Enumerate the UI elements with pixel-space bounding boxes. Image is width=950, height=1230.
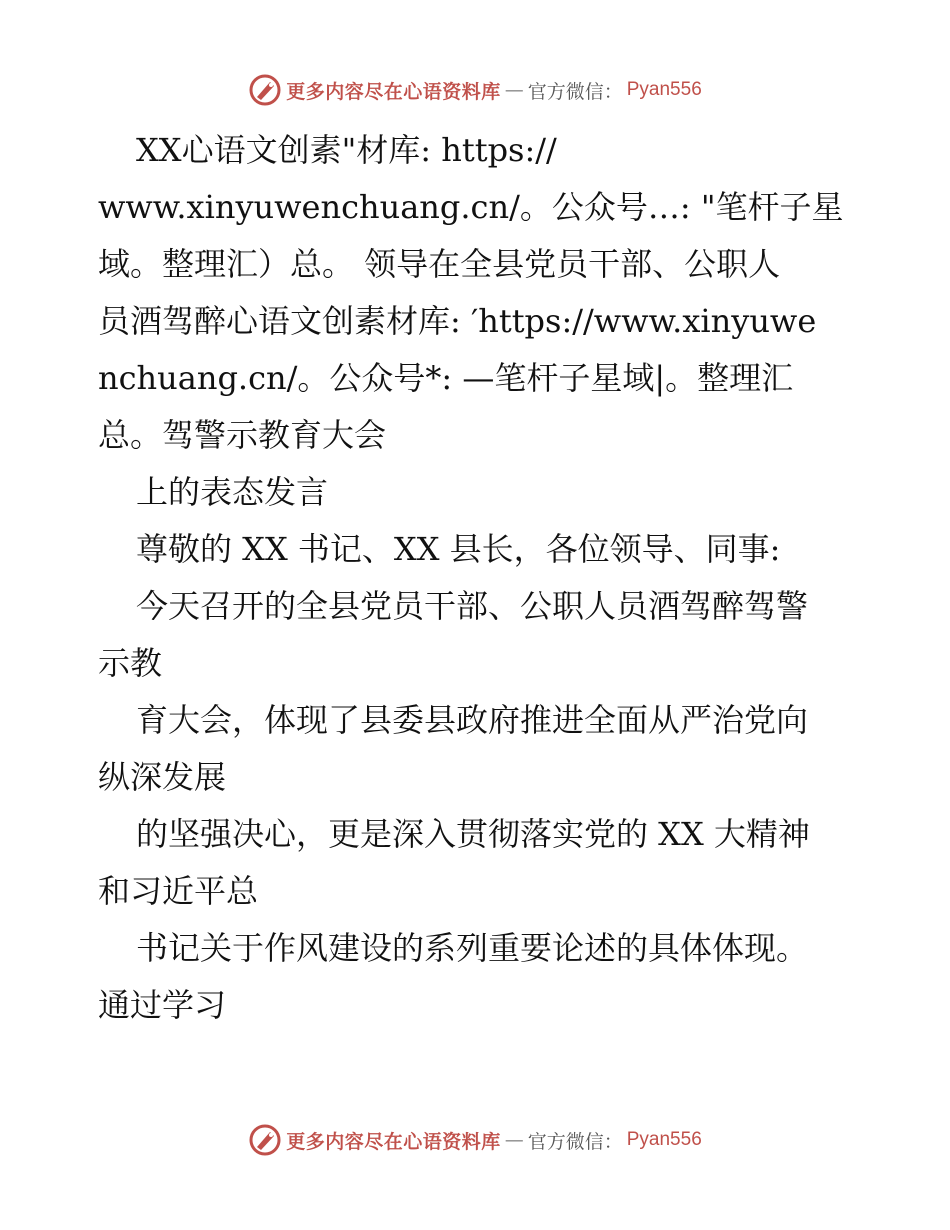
body-line: 通过学习 [98,986,227,1024]
banner-separator: — [504,79,524,101]
banner-official-label: 官方微信： [527,80,623,103]
body-line: 员酒驾醉心语文创素材库: ′https://www.xinyuwe [98,302,817,340]
banner-separator: — [504,1129,524,1151]
header-banner-inner [248,73,702,107]
body-line: 上的表态发言 [136,473,329,511]
body-line: 域。整理汇）总。 领导在全县党员干部、公职人 [98,245,781,283]
body-line: 的坚强决心，更是深入贯彻落实党的 XX 大精神 [136,815,810,853]
body-line: 尊敬的 XX 书记、XX 县长，各位领导、同事: [136,530,781,568]
body-line: 育大会，体现了县委县政府推进全面从严治党向 [136,701,809,739]
body-line: nchuang.cn/。公众号*: —笔杆子星域|。整理汇 [98,359,794,397]
body-line: 和习近平总 [98,872,259,910]
banner-title: 更多内容尽在心语资料库 [286,1130,501,1153]
header-banner [0,70,950,110]
body-line: 今天召开的全县党员干部、公职人员酒驾醉驾警 [136,587,809,625]
document-body [98,122,858,1034]
banner-title: 更多内容尽在心语资料库 [286,80,501,103]
body-line: 总。驾警示教育大会 [98,416,387,454]
banner-wechat-id: Pyan556 [626,79,702,100]
body-line: www.xinyuwenchuang.cn/。公众号…: "笔杆子星 [98,188,844,226]
body-line: 示教 [98,644,163,682]
banner-wechat-id: Pyan556 [626,1129,702,1150]
body-line: 纵深发展 [98,758,227,796]
pen-nib-logo-icon [248,1123,282,1157]
footer-banner [0,1120,950,1160]
footer-banner-inner [248,1123,702,1157]
banner-official-label: 官方微信： [527,1130,623,1153]
pen-nib-logo-icon [248,73,282,107]
body-line: 书记关于作风建设的系列重要论述的具体体现。 [136,929,809,967]
body-line: XX心语文创素"材库: https:// [136,131,557,169]
